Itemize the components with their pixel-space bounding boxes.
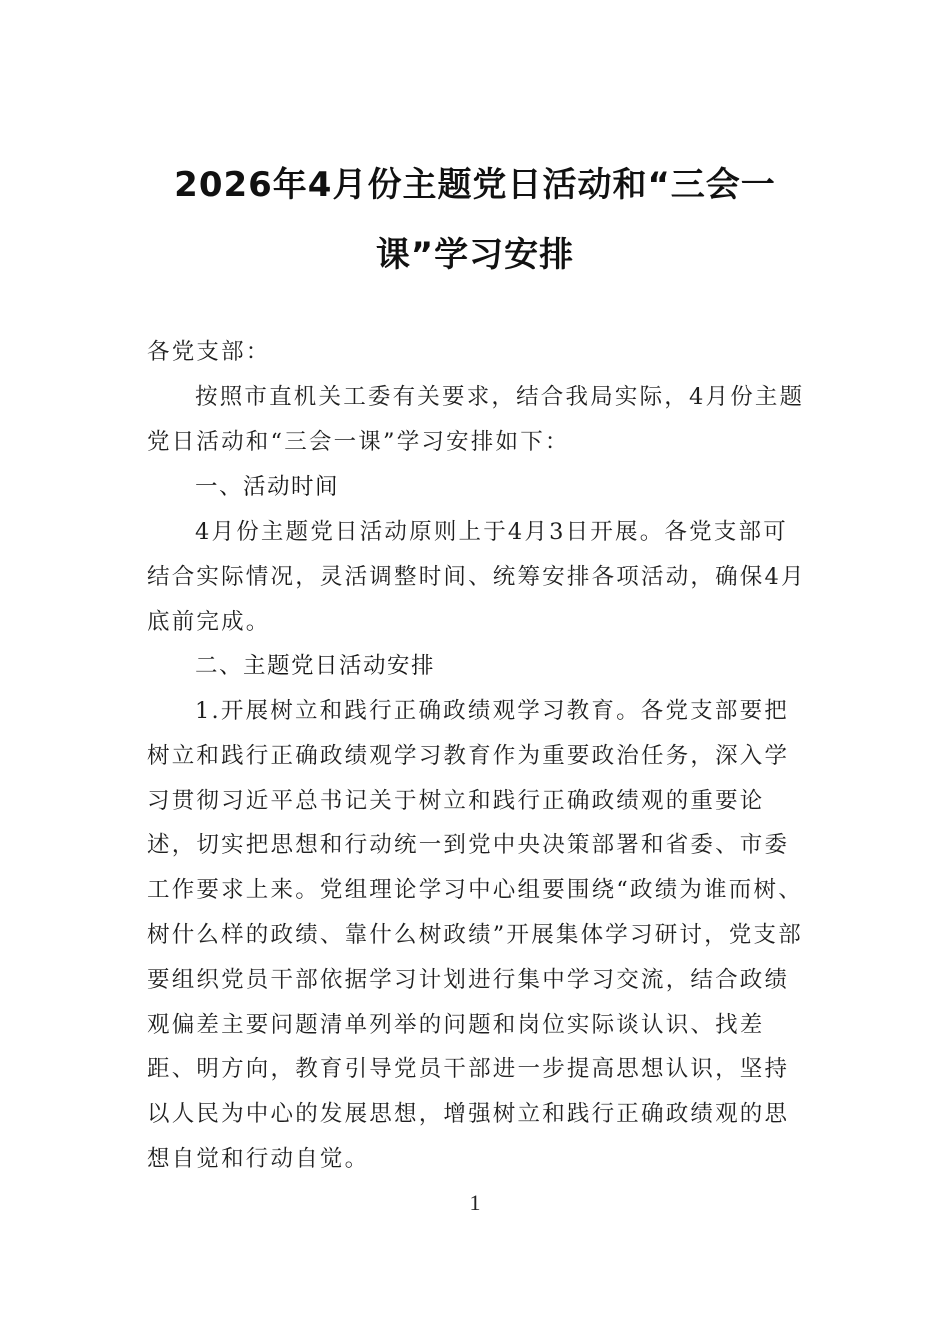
document-title-line-1: 2026年4月份主题党日活动和“三会一 (174, 165, 776, 205)
section-1-paragraph: 4月份主题党日活动原则上于4月3日开展。各党支部可结合实际情况，灵活调整时间、统筹安排各项活动，确保4月底前完成。 (147, 519, 806, 635)
intro-paragraph: 按照市直机关工委有关要求，结合我局实际，4月份主题党日活动和“三会一课”学习安排如下： (147, 384, 805, 455)
section-2-paragraph: 1.开展树立和践行正确政绩观学习教育。各党支部要把树立和践行正确政绩观学习教育作为重要政治任务，深入学习贯彻习近平总书记关于树立和践行正确政绩观的重要论述，切实把思想和行动统一到党中央决策部署和省委、市委工作要求上来。党组理论学习中心组要围绕“政绩为谁而树、树什么样的政绩、靠什么树政绩”开展集体学习研讨，党支部要组织党员干部依据学习计划进行集中学习交流，结合政绩观偏差主要问题清单列举的问题和岗位实际谈认识、找差距、明方向，教育引导党员干部进一步提高思想认识，坚持以人民为中心的发展思想，增强树立和践行正确政绩观的思想自觉和行动自觉。 (147, 698, 803, 1172)
salutation: 各党支部： (147, 339, 271, 365)
section-2-heading: 二、主题党日活动安排 (195, 653, 436, 679)
section-1-heading: 一、活动时间 (195, 474, 340, 500)
page-number: 1 (469, 1190, 481, 1215)
document-title-line-2: 课”学习安排 (375, 235, 575, 275)
